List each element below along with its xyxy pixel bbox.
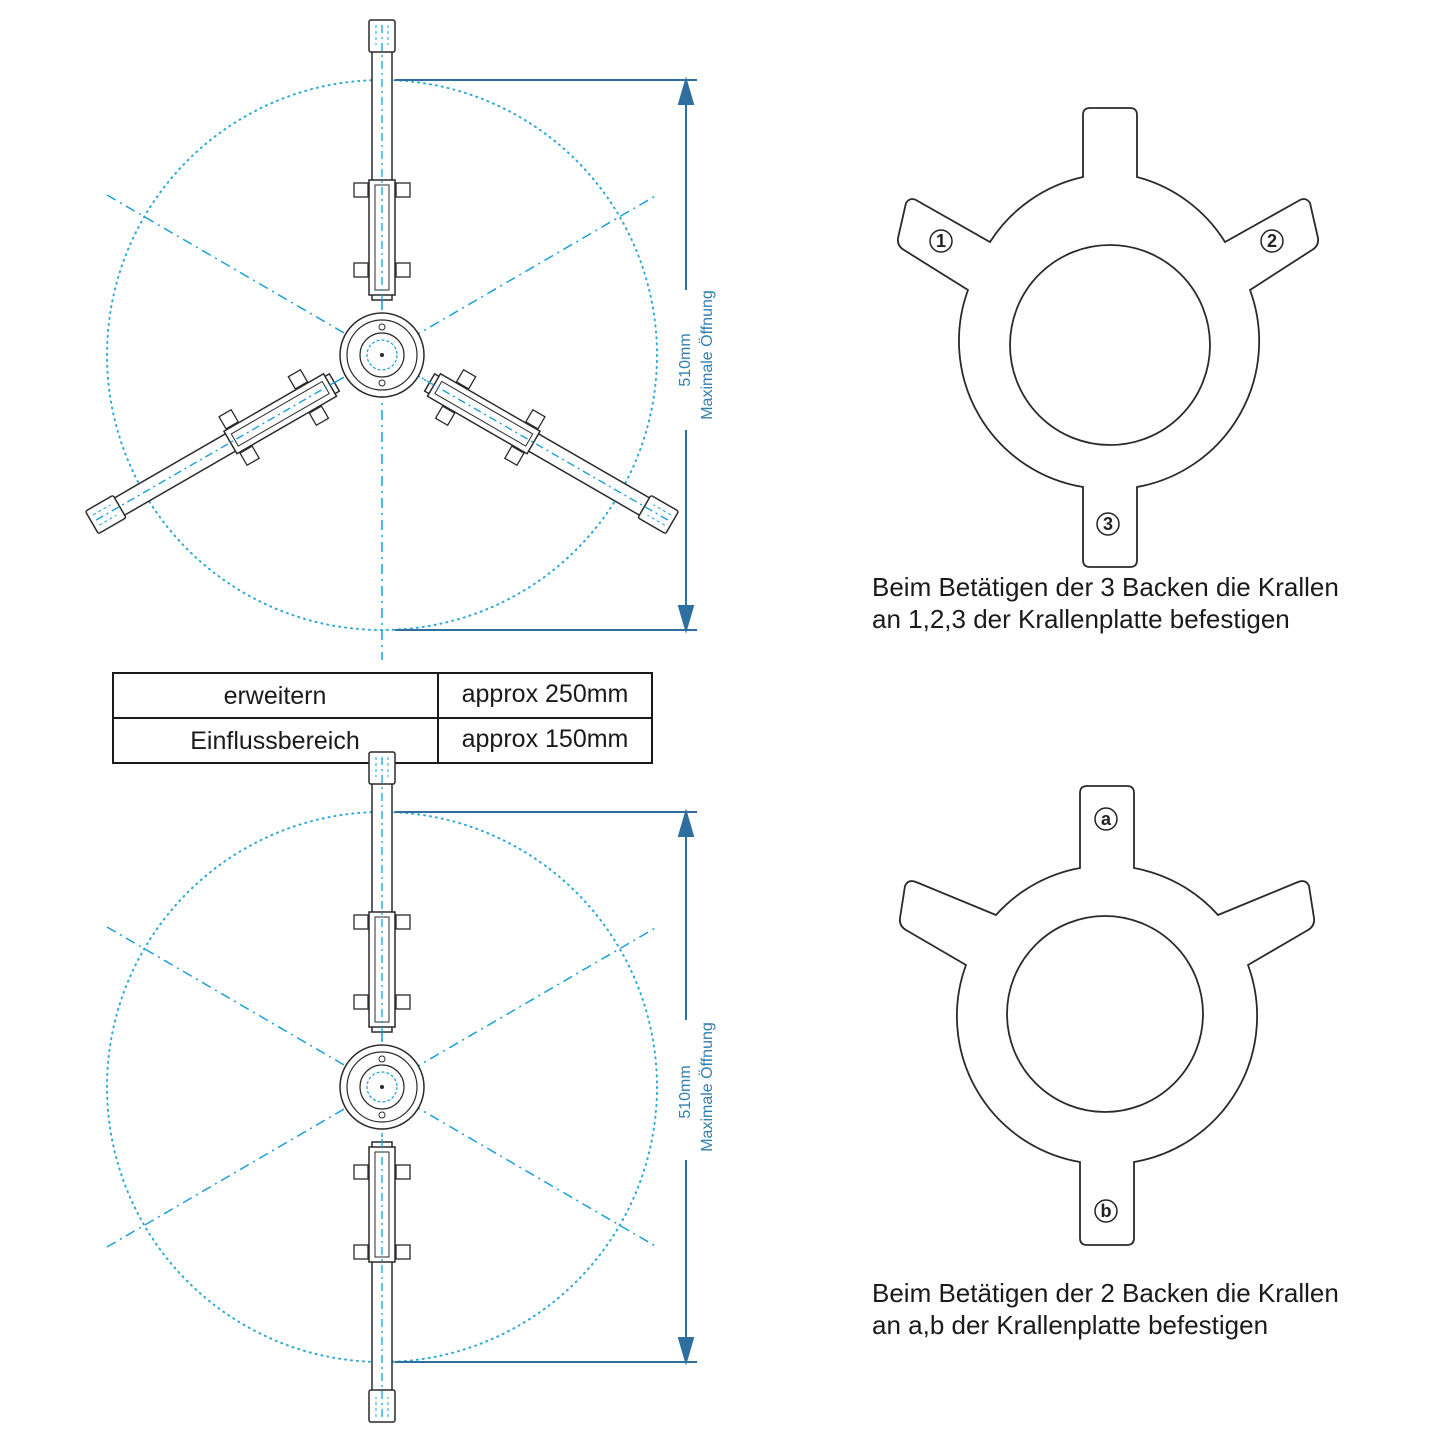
puller-arm [354, 1132, 410, 1422]
claw-marker: 3 [1102, 514, 1114, 534]
claw-plate-center-hole [1007, 916, 1203, 1112]
dimension-label: Maximale Öffnung [699, 1022, 716, 1152]
table-row-value: approx 250mm [461, 680, 629, 708]
puller-arm [354, 752, 410, 1042]
dimension-value: 510mm [677, 333, 694, 387]
caption-line: Beim Betätigen der 2 Backen die Krallen [872, 1278, 1339, 1308]
puller-arm [354, 20, 410, 310]
claw-plate-two-point [900, 786, 1314, 1245]
caption-line: Beim Betätigen der 3 Backen die Krallen [872, 572, 1339, 602]
caption-line: an 1,2,3 der Krallenplatte befestigen [872, 604, 1290, 634]
center-hub [340, 1045, 424, 1129]
table-row-label: erweitern [223, 682, 327, 710]
claw-plate-three-point [898, 108, 1318, 567]
table-row-label: Einflussbereich [190, 727, 360, 755]
center-hub [340, 313, 424, 397]
three-jaw-drawing [78, 20, 716, 660]
caption-line: an a,b der Krallenplatte befestigen [872, 1310, 1269, 1340]
dimension-value: 510mm [677, 1065, 694, 1119]
dimension-line [395, 80, 697, 630]
spec-table [113, 673, 652, 763]
puller-arm [407, 353, 686, 546]
table-row-value: approx 150mm [461, 725, 629, 753]
claw-marker: b [1100, 1201, 1112, 1221]
claw-marker: a [1100, 809, 1112, 829]
claw-plate-center-hole [1010, 245, 1210, 445]
claw-marker: 1 [935, 231, 947, 251]
dimension-label: Maximale Öffnung [699, 290, 716, 420]
two-jaw-drawing [107, 752, 716, 1422]
puller-arm [78, 353, 357, 546]
claw-marker: 2 [1266, 231, 1278, 251]
dimension-line [395, 812, 697, 1362]
